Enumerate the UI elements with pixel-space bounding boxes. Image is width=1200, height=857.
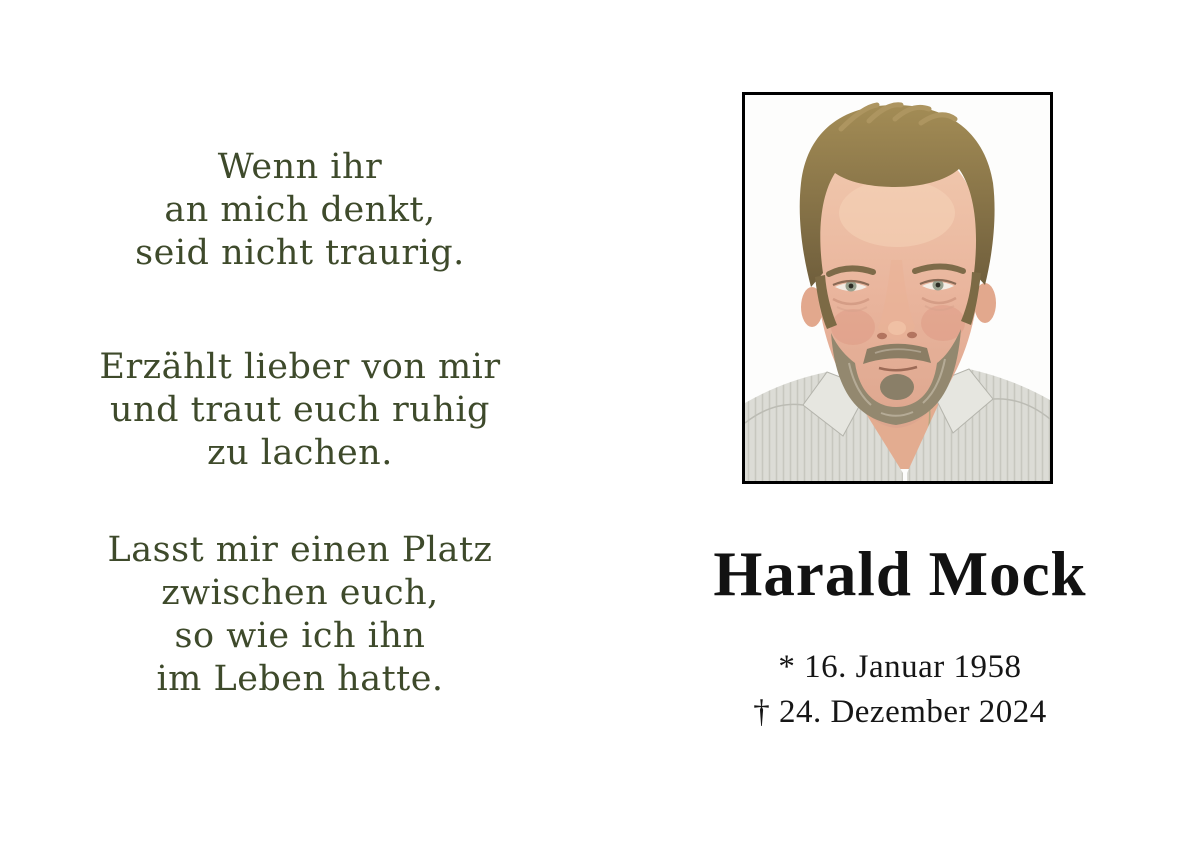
birth-date: * 16. Januar 1958	[778, 649, 1022, 685]
poem-line: so wie ich ihn	[174, 616, 426, 656]
poem-line: Erzählt lieber von mir	[99, 347, 501, 387]
memorial-poem	[0, 146, 600, 701]
poem-line: zu lachen.	[207, 433, 393, 473]
poem-line: im Leben hatte.	[156, 659, 444, 699]
poem-line: und traut euch ruhig	[110, 390, 490, 430]
poem-stanza-1	[0, 146, 600, 275]
poem-line: Lasst mir einen Platz	[107, 530, 493, 570]
poem-line: seid nicht traurig.	[135, 233, 465, 273]
death-date: † 24. Dezember 2024	[753, 694, 1047, 730]
poem-stanza-2	[0, 346, 600, 475]
poem-line: an mich denkt,	[164, 190, 436, 230]
poem-stanza-3	[0, 529, 600, 701]
portrait-photo-frame	[742, 92, 1053, 484]
portrait-photo	[745, 95, 1050, 481]
deceased-name: Harald Mock	[713, 539, 1087, 609]
life-dates	[600, 645, 1200, 735]
poem-line: zwischen euch,	[161, 573, 439, 613]
poem-line: Wenn ihr	[217, 147, 383, 187]
